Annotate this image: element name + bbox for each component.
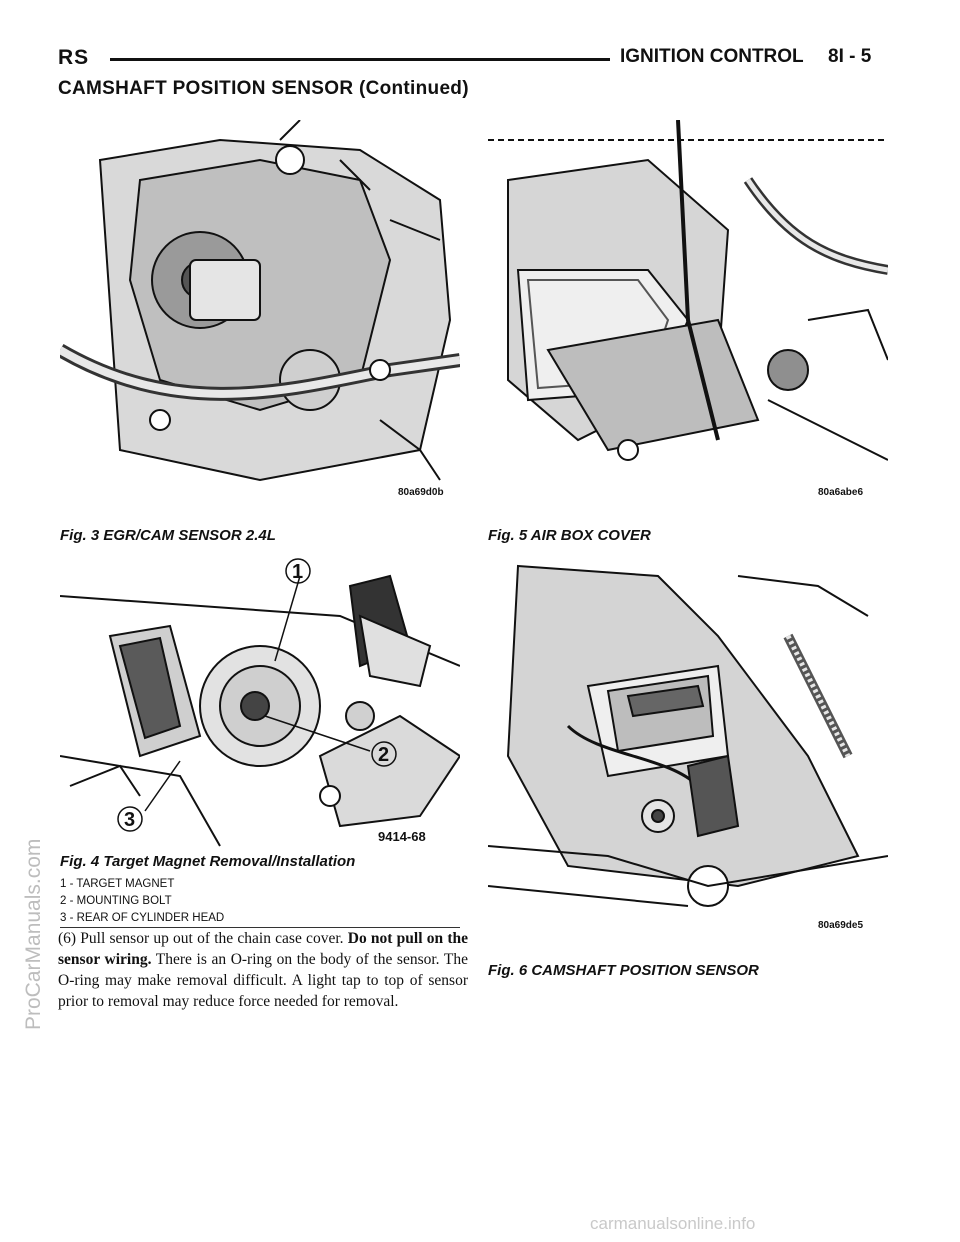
figure-target-magnet xyxy=(60,556,460,848)
section-title: CAMSHAFT POSITION SENSOR (Continued) xyxy=(58,78,469,99)
figure-target-magnet-illustration xyxy=(60,556,460,848)
figure-air-box-cover xyxy=(488,120,888,505)
callout-2: 2 xyxy=(378,744,390,766)
figure-legend xyxy=(60,876,224,927)
header-rule xyxy=(110,58,610,61)
legend-item: 1 - TARGET MAGNET xyxy=(60,878,175,890)
figure-code: 80a6abe6 xyxy=(818,487,864,498)
legend-item: 3 - REAR OF CYLINDER HEAD xyxy=(60,912,225,924)
header-section-title: IGNITION CONTROL xyxy=(620,46,804,67)
figure-camshaft-position-sensor xyxy=(488,556,888,936)
step-detail-text: There is an O-ring on the body of the sensor. The O-ring may make removal difficult. A light tap to top of sensor prior to removal may reduce force needed for removal. xyxy=(58,951,468,1010)
figure-code: 80a69de5 xyxy=(818,920,864,931)
callout-1: 1 xyxy=(292,561,304,583)
legend-item: 2 - MOUNTING BOLT xyxy=(60,895,172,907)
figure-caption-5: Fig. 5 AIR BOX COVER xyxy=(488,527,651,544)
figure-camshaft-position-sensor-illustration xyxy=(488,556,888,936)
header-page-number: 8I - 5 xyxy=(828,46,872,67)
figure-egr-cam-sensor-illustration xyxy=(60,120,460,505)
step-text: (6) Pull sensor up out of the chain case cover. xyxy=(58,930,344,947)
callout-3: 3 xyxy=(124,809,136,831)
figure-air-box-cover-illustration xyxy=(488,120,888,505)
figure-code: 80a69d0b xyxy=(398,487,444,498)
header-model-code: RS xyxy=(58,46,90,69)
footer-watermark-url: carmanualsonline.info xyxy=(590,1214,756,1233)
figure-caption-4: Fig. 4 Target Magnet Removal/Installation xyxy=(60,853,356,870)
figure-egr-cam-sensor xyxy=(60,120,460,505)
body-paragraph xyxy=(58,928,468,1012)
warning-text: Do not pull on the sensor wiring. xyxy=(58,930,469,968)
figure-caption-6: Fig. 6 CAMSHAFT POSITION SENSOR xyxy=(488,962,759,979)
watermark: ProCarManuals.com xyxy=(22,838,45,1030)
figure-caption-3: Fig. 3 EGR/CAM SENSOR 2.4L xyxy=(60,527,276,544)
figure-code: 9414-68 xyxy=(378,829,426,844)
